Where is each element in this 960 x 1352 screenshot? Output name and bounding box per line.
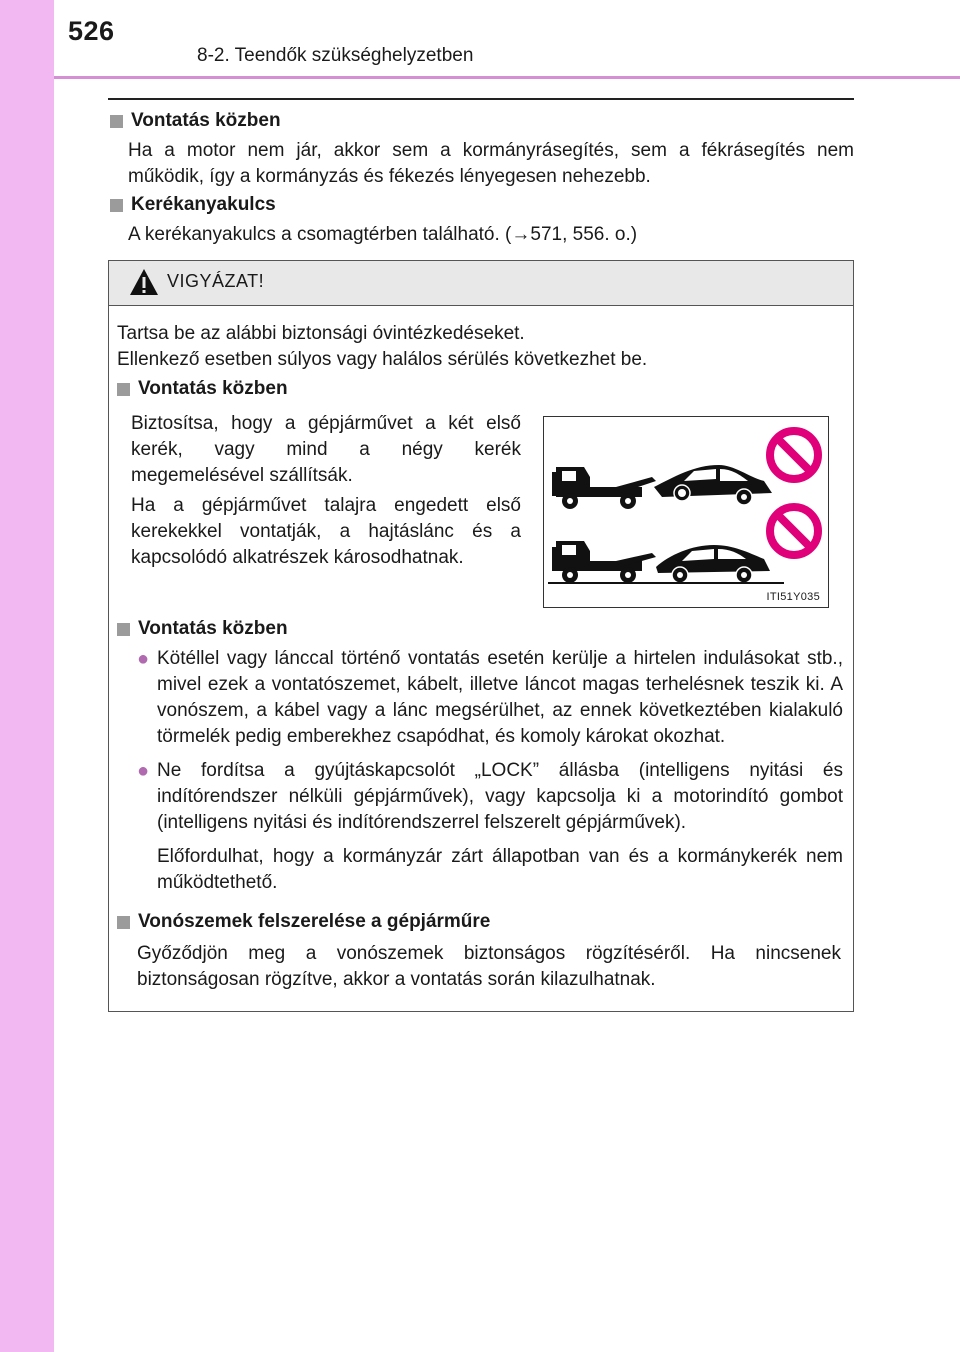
caution-heading — [109, 909, 853, 935]
caution-para: Biztosítsa, hogy a gépjárművet a két első kerék, vagy mind a négy kerék megemelésével szállítsák. — [131, 413, 521, 486]
page-number: 526 — [68, 16, 115, 46]
caution-bullets — [109, 646, 853, 896]
bullet-item — [109, 758, 853, 836]
caution-heading — [109, 376, 853, 402]
bullet-note: Előfordulhat, hogy a kormányzár zárt állapotban van és a kormánykerék nem működtethető. — [157, 846, 843, 893]
caution-intro-line: Tartsa be az alábbi biztonsági óvintézkedéseket. — [117, 323, 525, 344]
side-band — [0, 0, 54, 1352]
section-heading-text: Kerékanyakulcs — [131, 194, 276, 215]
section-title: 8-2. Teendők szükséghelyzetben — [197, 45, 474, 66]
section-heading — [108, 192, 854, 218]
tow-truck-bottom — [548, 541, 784, 583]
prohibited-icon-top — [770, 431, 818, 479]
caution-intro-line: Ellenkező esetben súlyos vagy halálos sérülés következhet be. — [117, 349, 648, 370]
caution-sub-heading — [109, 616, 853, 642]
caution-para: Ha a gépjárművet talajra engedett első kerekekkel vontatják, a hajtáslánc és a kapcsolódó alkatrészek károsodhatnak. — [131, 495, 521, 568]
caution-heading-text: Vontatás közben — [138, 618, 288, 639]
bullet-text: Ne fordítsa a gyújtáskapcsolót „LOCK” állásba (intelligens nyitási és indítórendszer nélküli gépjárművek), vagy kapcsolja ki a motorindító gombot (intelligens nyitási és indítórendszerrel felszerelt gépjárművek). — [157, 760, 843, 833]
heading-square-icon — [117, 623, 130, 636]
section-text: Ha a motor nem jár, akkor sem a kormányrásegítés, sem a fékrásegítés nem működik, így a kormányzás és fékezés lényegesen nehezebb. — [128, 140, 854, 187]
bullet-text: Kötéllel vagy lánccal történő vontatás esetén kerülje a hirtelen indulásokat stb., mivel ezek a vontatószemet, kábelt, illetve láncot magas terhelésnek teszik ki. A vonószem, a kábel vagy a lánc megsérülhet, az ennek következtében kialakuló törmelék pedig emberekhez csapódhat, és komoly károkat okozhat. — [157, 648, 843, 747]
towing-illustration — [543, 416, 829, 608]
caution-box — [108, 260, 854, 1012]
heading-square-icon — [110, 199, 123, 212]
section-towing-note — [108, 108, 854, 190]
caution-heading-text: Vontatás közben — [138, 378, 288, 399]
heading-square-icon — [117, 383, 130, 396]
tow-truck-illustration — [544, 417, 828, 587]
bullet-icon: ● — [137, 648, 150, 670]
caution-sub-heading — [109, 376, 853, 402]
tow-truck-top — [552, 465, 772, 509]
caution-sub-heading — [109, 909, 853, 993]
bullet-icon: ● — [137, 760, 150, 782]
header-rule — [54, 76, 960, 79]
section-wheel-nut-wrench — [108, 192, 854, 248]
caution-para: Győződjön meg a vonószemek biztonságos rögzítéséről. Ha nincsenek biztonságosan rögzítve, akkor a vontatás során kilazulhatnak. — [137, 943, 841, 990]
caution-title: VIGYÁZAT! — [167, 271, 265, 291]
bullet-item — [109, 646, 853, 750]
prohibited-icon-bottom — [770, 507, 818, 555]
caution-intro — [109, 321, 853, 373]
section-heading — [108, 108, 854, 134]
content-rule — [108, 98, 854, 100]
caution-heading-text: Vonószemek felszerelése a gépjárműre — [138, 911, 491, 932]
caution-heading — [109, 616, 853, 642]
figure-code: ITI51Y035 — [766, 591, 820, 603]
heading-square-icon — [117, 916, 130, 929]
section-text: A kerékanyakulcs a csomagtérben található. (→571, 556. o.) — [128, 224, 638, 245]
caution-header — [109, 261, 853, 306]
heading-square-icon — [110, 115, 123, 128]
warning-triangle-icon — [129, 268, 159, 296]
section-heading-text: Vontatás közben — [131, 110, 281, 131]
